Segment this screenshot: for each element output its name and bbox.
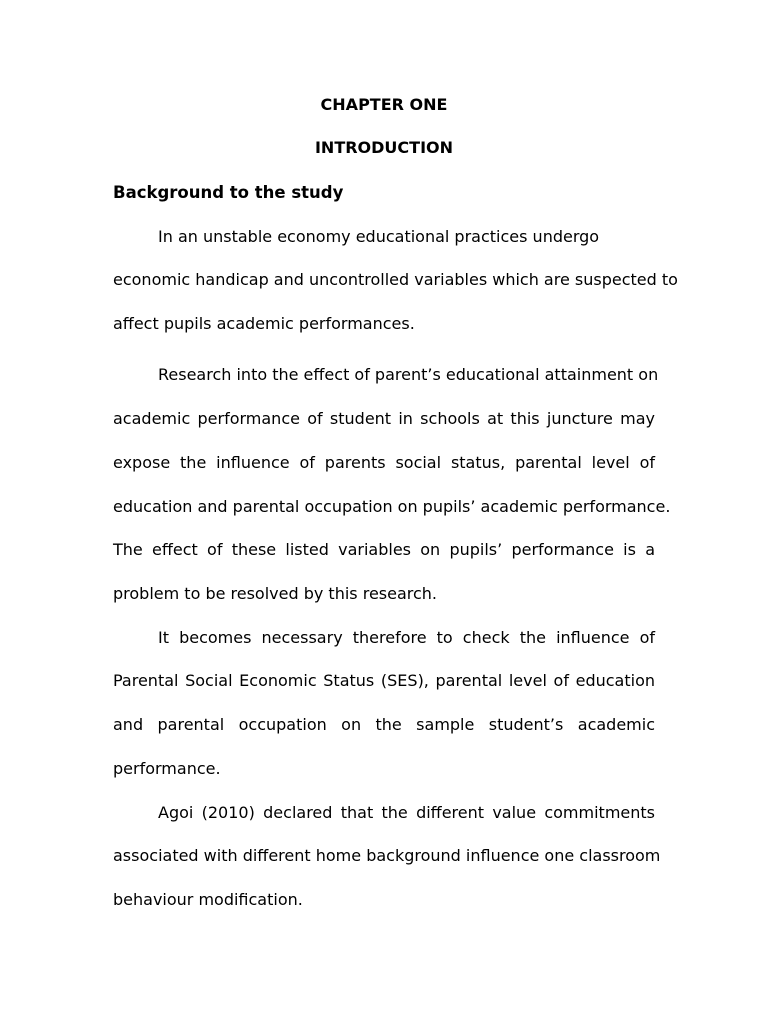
chapter-heading: CHAPTER ONE [320,95,448,114]
paragraph-line: problem to be resolved by this research. [113,584,438,603]
paragraph-line: behaviour modification. [113,890,303,909]
paragraph-line: performance. [113,759,221,778]
paragraph-line: academic performance of student in schools at this juncture may [113,409,655,428]
paragraph-line: The effect of these listed variables on pupils’ performance is a [113,540,655,559]
paragraph-line: economic handicap and uncontrolled variables which are suspected to [113,270,678,289]
paragraph-line: It becomes necessary therefore to check the influence of [158,628,655,647]
paragraph-line: Agoi (2010) declared that the different value commitments [158,803,655,822]
section-heading: Background to the study [113,183,344,202]
paragraph-line: education and parental occupation on pupils’ academic performance. [113,497,671,516]
paragraph-line: In an unstable economy educational practices undergo [158,227,600,246]
paragraph-line: affect pupils academic performances. [113,314,415,333]
paragraph-line: Parental Social Economic Status (SES), parental level of education [113,671,655,690]
paragraph-line: expose the influence of parents social status, parental level of [113,453,655,472]
paragraph-line: Research into the effect of parent’s educational attainment on [158,365,659,384]
paragraph-line: and parental occupation on the sample student’s academic [113,715,655,734]
introduction-heading: INTRODUCTION [314,138,454,157]
paragraph-line: associated with different home background influence one classroom [113,846,661,865]
